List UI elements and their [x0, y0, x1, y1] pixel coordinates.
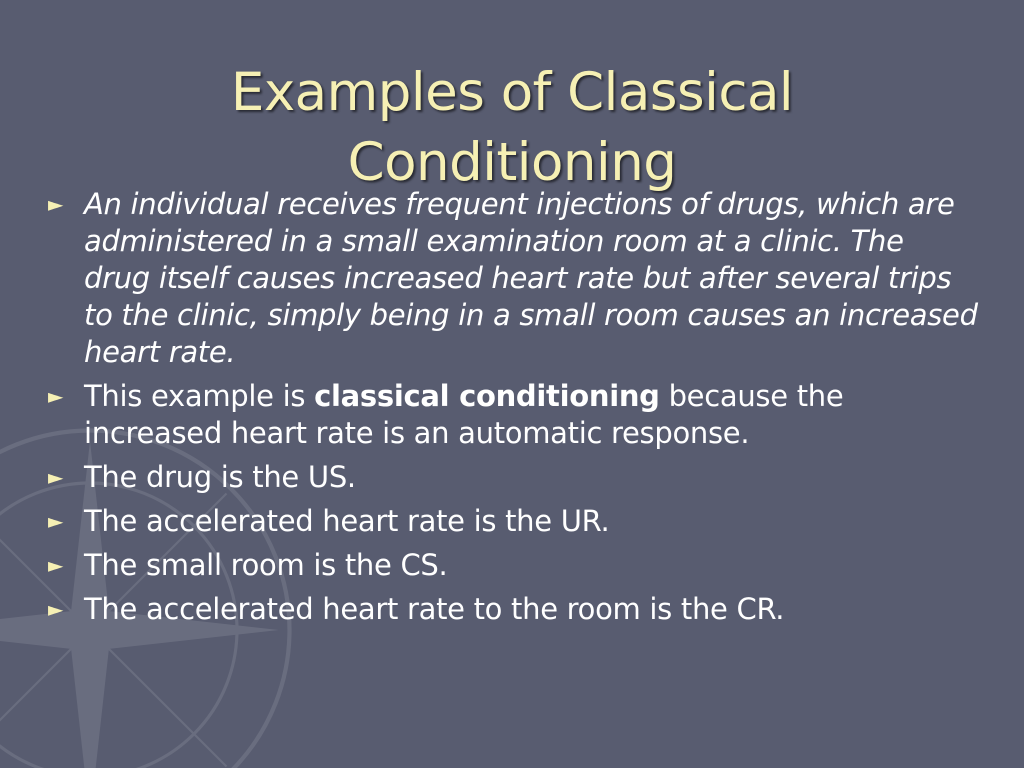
slide-title	[0, 58, 1024, 198]
bullet-text: An individual receives frequent injections of drugs, which are administered in a small examination room at a clinic. The drug itself causes increased heart rate but after several trips to the clinic, simply being in a small room causes an increased heart rate.	[84, 187, 978, 369]
bullet-item	[48, 591, 978, 628]
triangle-right-icon: ►	[48, 384, 64, 408]
bullet-text-prefix: This example is	[84, 379, 315, 413]
triangle-right-icon: ►	[48, 553, 64, 577]
triangle-right-icon: ►	[48, 509, 64, 533]
slide-title-line-2: Conditioning	[347, 131, 677, 193]
bullet-text-bold: classical conditioning	[314, 379, 660, 413]
bullet-item	[48, 186, 978, 371]
triangle-right-icon: ►	[48, 465, 64, 489]
bullet-text: The small room is the CS.	[84, 548, 448, 582]
bullet-text: The accelerated heart rate is the UR.	[84, 504, 610, 538]
bullet-text: The accelerated heart rate to the room is the CR.	[84, 592, 785, 626]
bullet-text: The drug is the US.	[84, 460, 356, 494]
bullet-item	[48, 547, 978, 584]
triangle-right-icon: ►	[48, 597, 64, 621]
triangle-right-icon: ►	[48, 192, 64, 216]
bullet-item	[48, 459, 978, 496]
bullet-item	[48, 503, 978, 540]
bullet-text-suffix: because the increased heart rate is an automatic response.	[84, 379, 844, 450]
bullet-list	[48, 186, 978, 635]
bullet-item	[48, 378, 978, 452]
slide-title-line-1: Examples of Classical	[230, 61, 794, 123]
